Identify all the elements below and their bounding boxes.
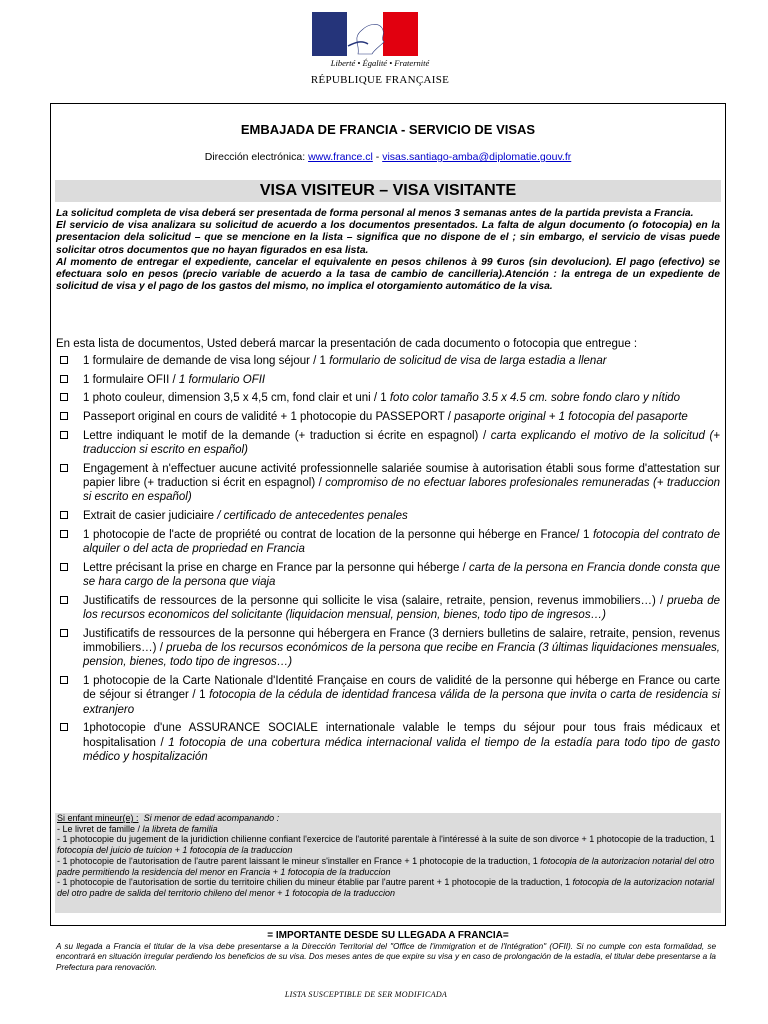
minor-item: - 1 photocopie de l'autorisation de l'autre parent laissant le mineur s'installer en France + 1 photocopie de la traduction, 1 fotocopia de la autorizacion notarial del otro padre permitiendo la residencia del menor en Francia + 1 fotocopia de la traduccion — [57, 855, 715, 877]
embassy-title: EMBAJADA DE FRANCIA - SERVICIO DE VISAS — [240, 122, 536, 137]
marianne-flag-icon — [312, 12, 418, 56]
minor-item: - 1 photocopie de l'autorisation de sortie du territoire chilien du mineur établie par l'autre parent + 1 photocopie de la traduction, 1 fotocopia de la autorizacion notarial del otro padre de salida del territorio chileno del menor + 1 fotocopia de la traduccion — [57, 877, 715, 898]
document-checklist — [58, 354, 720, 769]
republic-name: RÉPUBLIQUE FRANÇAISE — [310, 74, 450, 86]
document-frame — [50, 103, 726, 926]
contact-line — [51, 151, 725, 163]
minor-item: - 1 photocopie du jugement de la juridiction chilienne confiant l'exercice de l'autorité parentale à l'intéressé à la suite de son divorce + 1 photocopie de la traduction, 1 fotocopia del juicio de tuicion + 1 fotocopia de la traduccion — [57, 834, 715, 856]
checkbox[interactable] — [60, 676, 68, 684]
republique-francaise-logo — [310, 10, 450, 92]
checklist-item: Lettre indiquant le motif de la demande (+ traduction si écrite en espagnol) / carta explicando el motivo de la solicitud (+ traduccion si escrito en español) — [58, 429, 720, 458]
intro-paragraph: Al momento de entregar el expediente, cancelar el equivalente en pesos chilenos à 99 €uros (sin devolucion). El pago (efectivo) se efectuara solo en pesos (precio variable de acuerdo a la tasa de cambio de cancilleria).Atención : la entrega de un expediente de solicitud de visa y el pago de los gastos del mismo, no implica el otorgamiento automático de la visa. — [56, 256, 720, 293]
footer-note: LISTA SUSCEPTIBLE DE SER MODIFICADA — [284, 990, 448, 999]
minor-section — [55, 813, 721, 913]
checklist-lead: En esta lista de documentos, Usted deberá marcar la presentación de cada documento o fotocopia que entregue : — [56, 338, 638, 350]
checkbox[interactable] — [60, 530, 68, 538]
important-title: = IMPORTANTE DESDE SU LLEGADA A FRANCIA= — [267, 930, 509, 941]
checklist-item: Engagement à n'effectuer aucune activité professionnelle salariée soumise à autorisation établi sous forme d'attestation sur papier libre (+ traduction si écrit en espagnol) / compromiso de no efectuar labores profesionales remuneradas (+ traduccion si escrito en español) — [58, 462, 720, 505]
checklist-item: 1photocopie d'une ASSURANCE SOCIALE internationale valable le temps du séjour pour tous frais médicaux et hospitalisation / 1 fotocopia de una cobertura médica internacional valida el tiempo de la estadía para todo tipo de gasto médico y hospitalización — [58, 721, 720, 764]
intro-text — [56, 208, 720, 293]
checkbox[interactable] — [60, 563, 68, 571]
checklist-item: 1 photo couleur, dimension 3,5 x 4,5 cm, fond clair et uni / 1 foto color tamaño 3.5 x 4.5 cm. sobre fondo claro y nítido — [58, 391, 720, 405]
checklist-item: 1 formulaire OFII / 1 formulario OFII — [58, 373, 720, 387]
checkbox[interactable] — [60, 464, 68, 472]
minor-heading: Si enfant mineur(e) : Si menor de edad acompanando : — [57, 813, 280, 823]
checklist-item: 1 photocopie de la Carte Nationale d'Identité Française en cours de validité de la personne qui héberge en France ou carte de séjour si étranger / 1 fotocopia de la cédula de identidad francesa válida de la persona que invita o carta de residencia si extranjero — [58, 674, 720, 717]
intro-paragraph: El servicio de visa analizara su solicitud de acuerdo a los documentos presentados. La falta de algun documento (o fotocopia) en la presentacion dela solicitud – que se mencione en la lista – significa que no dispone de el ; sin embargo, el servicio de visas puede solicitar otros documentos que no hayan figurados en esa lista. — [56, 220, 720, 256]
website-link[interactable]: www.france.cl — [308, 151, 373, 163]
checklist-item: Extrait de casier judiciaire / certificado de antecedentes penales — [58, 509, 720, 523]
contact-separator: - — [372, 151, 383, 163]
checklist-item: Lettre précisant la prise en charge en France par la personne qui héberge / carta de la persona en Francia donde consta que se hara cargo de la persona que viaja — [58, 561, 720, 590]
checkbox[interactable] — [60, 723, 68, 731]
checkbox[interactable] — [60, 511, 68, 519]
email-link[interactable]: visas.santiago-amba@diplomatie.gouv.fr — [382, 151, 572, 163]
motto: Liberté • Égalité • Fraternité — [330, 58, 430, 68]
checkbox[interactable] — [60, 375, 68, 383]
checkbox[interactable] — [60, 393, 68, 401]
visa-title: VISA VISITEUR – VISA VISITANTE — [55, 180, 721, 202]
checkbox[interactable] — [60, 596, 68, 604]
checklist-item: Justificatifs de ressources de la personne qui sollicite le visa (salaire, retraite, pension, revenus immobiliers…) / prueba de los recursos economicos del solicitante (liquidacion mensual, pension, bienes, todo tipo de ingresos…) — [58, 594, 720, 623]
checkbox[interactable] — [60, 431, 68, 439]
checklist-item: 1 formulaire de demande de visa long séjour / 1 formulario de solicitud de visa de larga estadia a llenar — [58, 354, 720, 368]
checklist-item: Passeport original en cours de validité + 1 photocopie du PASSEPORT / pasaporte original + 1 fotocopia del pasaporte — [58, 410, 720, 424]
important-text: A su llegada a Francia el titular de la visa debe presentarse a la Dirección Territorial del "Office de l'immigration et de l'Intégration" (OFII). Si no cumple con esta formalidad, se encontrará en situación irregular perdiendo los beneficios de su visa. Dos meses antes de que expire su visa y en caso de prolongación de la estadía, el titular debe presentarse a la Prefectura para renovación. — [56, 942, 716, 972]
checkbox[interactable] — [60, 629, 68, 637]
minor-item: - Le livret de famille / la libreta de familia — [57, 823, 218, 834]
email-label: Dirección electrónica: — [204, 151, 306, 163]
checklist-item: 1 photocopie de l'acte de propriété ou contrat de location de la personne qui héberge en France/ 1 fotocopia del contrato de alquiler o del acta de propriedad en Francia — [58, 528, 720, 557]
checkbox[interactable] — [60, 356, 68, 364]
checklist-item: Justificatifs de ressources de la personne qui hébergera en France (3 derniers bulletins de salaire, retraite, pension, revenus immobiliers…) / prueba de los recursos económicos de la persona que recibe en Francia (3 últimas liquidaciones mensuales, pension, bienes, todo tipo de ingresos…) — [58, 627, 720, 670]
intro-paragraph: La solicitud completa de visa deberá ser presentada de forma personal al menos 3 semanas antes de la partida prevista a Francia. — [56, 208, 694, 219]
checkbox[interactable] — [60, 412, 68, 420]
